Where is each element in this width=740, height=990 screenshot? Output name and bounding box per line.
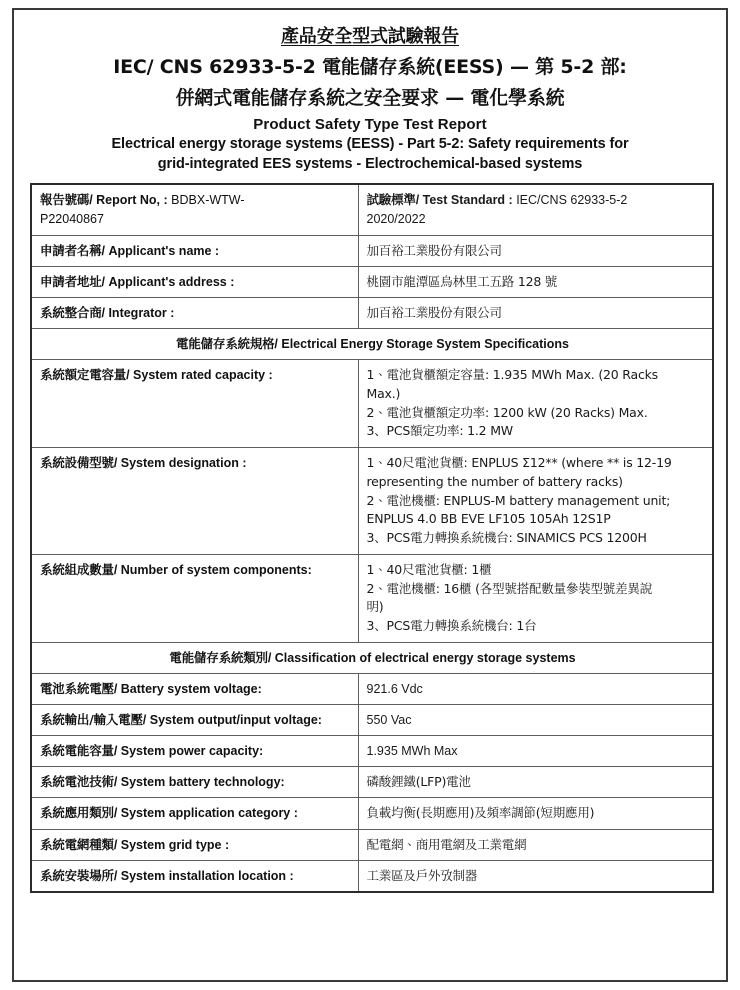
system-power-capacity-label-cjk: 系統電能容量 — [40, 743, 114, 759]
test-standard-value-line1: IEC/CNS 62933-5-2 — [516, 193, 628, 208]
system-installation-location-label-cjk: 系統安裝場所 — [40, 867, 114, 883]
applicant-address-label-cjk: 申請者地址 — [40, 273, 102, 289]
system-components-line-1: 1、40尺電池貨櫃: 1櫃 — [366, 561, 492, 577]
system-power-capacity-label-en: / System power capacity: — [113, 744, 264, 759]
cell-applicant-address-value: 桃園市龍潭區烏林里工五路 128 號 — [358, 266, 713, 297]
rated-capacity-line-3: 2、電池貨櫃額定功率: 1200 kW (20 Racks) Max. — [366, 404, 648, 420]
report-no-value-line2: P22040867 — [40, 211, 104, 226]
report-no-label-cjk: 報告號碼 — [40, 192, 90, 208]
table-row-battery-system-voltage — [31, 673, 713, 704]
title-cjk-primary: 產品安全型式試驗報告 — [281, 26, 459, 47]
system-installation-location-label-en: / System installation location : — [113, 868, 294, 883]
integrator-label-cjk: 系統整合商 — [40, 304, 102, 320]
table-row-integrator — [31, 297, 713, 328]
title-standard-line: IEC/ CNS 62933-5-2 電能儲存系統(EESS) — 第 5-2 部: — [113, 56, 627, 79]
system-designation-line-4: ENPLUS 4.0 BB EVE LF105 105Ah 12S1P — [366, 511, 611, 527]
system-application-category-label-cjk: 系統應用類別 — [40, 805, 114, 821]
system-designation-label-en: / System designation : — [113, 456, 247, 471]
system-designation-line-1: 1、40尺電池貨櫃: ENPLUS Σ12** (where ** is 12-19 — [366, 455, 672, 471]
cell-integrator-value: 加百裕工業股份有限公司 — [358, 297, 713, 328]
section-heading-classification — [31, 642, 713, 673]
section-specs-heading-cjk: 電能儲存系統規格 — [176, 335, 275, 351]
cell-system-grid-type-value: 配電網、商用電網及工業電網 — [358, 829, 713, 860]
cell-system-application-category-value: 負載均衡(長期應用)及頻率調節(短期應用) — [358, 798, 713, 829]
cell-system-power-capacity-label — [31, 736, 358, 767]
system-components-line-3: 明) — [366, 599, 384, 615]
title-english-sub-line-2: grid-integrated EES systems - Electrochemical-based systems — [157, 156, 583, 173]
cell-system-io-voltage-value: 550 Vac — [358, 705, 713, 736]
table-row-system-components — [31, 554, 713, 642]
document-page — [12, 8, 728, 982]
system-io-voltage-label-en: / System output/input voltage: — [142, 713, 322, 728]
cell-system-io-voltage-label — [31, 705, 358, 736]
report-no-value-line1: BDBX-WTW- — [171, 193, 245, 208]
cell-system-installation-location-value: 工業區及戶外攷制器 — [358, 860, 713, 892]
system-components-line-4: 3、PCS電力轉換系統機台: 1台 — [366, 618, 537, 634]
title-scope-line: 併網式電能儲存系統之安全要求 — 電化學系統 — [175, 86, 565, 109]
system-grid-type-label-cjk: 系統電網種類 — [40, 836, 114, 852]
table-row-system-battery-technology — [31, 767, 713, 798]
table-row-applicant-name — [31, 235, 713, 266]
section-classification-heading-en: / Classification of electrical energy storage systems — [267, 650, 576, 665]
section-heading-specifications — [31, 328, 713, 359]
test-standard-label-en: / Test Standard : — [415, 193, 513, 208]
cell-battery-system-voltage-label — [31, 673, 358, 704]
battery-system-voltage-label-cjk: 電池系統電壓 — [40, 680, 114, 696]
system-grid-type-label-en: / System grid type : — [113, 837, 230, 852]
applicant-address-label-en: / Applicant's address : — [101, 274, 235, 289]
cell-applicant-name-value: 加百裕工業股份有限公司 — [358, 235, 713, 266]
system-designation-label-cjk: 系統設備型號 — [40, 455, 114, 471]
system-designation-line-2: representing the number of battery racks) — [366, 473, 623, 489]
report-no-label-en: / Report No, : — [89, 193, 168, 208]
table-row-system-installation-location — [31, 860, 713, 892]
table-row-system-power-capacity — [31, 736, 713, 767]
system-designation-line-3: 2、電池機櫃: ENPLUS-M battery management unit; — [366, 492, 671, 508]
section-classification-heading-cjk: 電能儲存系統類別 — [169, 649, 268, 665]
title-english-sub-line-1: Electrical energy storage systems (EESS) - Part 5-2: Safety requirements for — [111, 136, 629, 153]
system-components-label-en: / Number of system components: — [113, 562, 312, 577]
table-row-rated-capacity — [31, 360, 713, 448]
cell-applicant-name-label — [31, 235, 358, 266]
system-io-voltage-label-cjk: 系統輸出/輸入電壓 — [40, 712, 143, 728]
table-row-section-classification — [31, 642, 713, 673]
table-row-report-no — [31, 184, 713, 235]
cell-system-designation-value — [358, 448, 713, 555]
applicant-name-label-en: / Applicant's name : — [101, 243, 220, 258]
rated-capacity-line-1: 1、電池貨櫃額定容量: 1.935 MWh Max. (20 Racks — [366, 367, 658, 383]
cell-system-installation-location-label — [31, 860, 358, 892]
rated-capacity-label-en: / System rated capacity : — [126, 368, 273, 383]
applicant-name-label-cjk: 申請者名稱 — [40, 242, 102, 258]
report-details-table — [30, 183, 714, 893]
table-row-system-application-category — [31, 798, 713, 829]
title-english-primary: Product Safety Type Test Report — [253, 116, 487, 134]
cell-rated-capacity-value — [358, 360, 713, 448]
cell-system-application-category-label — [31, 798, 358, 829]
system-battery-technology-label-en: / System battery technology: — [113, 775, 285, 790]
rated-capacity-line-2: Max.) — [366, 385, 401, 401]
document-title-block — [30, 24, 710, 174]
cell-system-designation-label — [31, 448, 358, 555]
integrator-label-en: / Integrator : — [101, 305, 175, 320]
rated-capacity-label-cjk: 系統額定電容量 — [40, 367, 127, 383]
system-components-line-2: 2、電池機櫃: 16櫃 (各型號搭配數量參裝型號差異說 — [366, 580, 652, 596]
rated-capacity-line-4: 3、PCS額定功率: 1.2 MW — [366, 423, 513, 439]
table-row-applicant-address — [31, 266, 713, 297]
table-row-system-grid-type — [31, 829, 713, 860]
cell-system-power-capacity-value: 1.935 MWh Max — [358, 736, 713, 767]
table-row-system-designation — [31, 448, 713, 555]
test-standard-label-cjk: 試驗標準 — [366, 192, 416, 208]
cell-system-grid-type-label — [31, 829, 358, 860]
system-application-category-label-en: / System application category : — [113, 806, 298, 821]
battery-system-voltage-label-en: / Battery system voltage: — [113, 681, 262, 696]
system-components-label-cjk: 系統組成數量 — [40, 561, 114, 577]
cell-rated-capacity-label — [31, 360, 358, 448]
cell-system-battery-technology-label — [31, 767, 358, 798]
cell-report-no — [31, 184, 358, 235]
system-battery-technology-label-cjk: 系統電池技術 — [40, 774, 114, 790]
cell-system-components-value — [358, 554, 713, 642]
cell-applicant-address-label — [31, 266, 358, 297]
cell-system-battery-technology-value: 磷酸鋰鐵(LFP)電池 — [358, 767, 713, 798]
test-standard-value-line2: 2020/2022 — [366, 211, 426, 226]
section-specs-heading-en: / Electrical Energy Storage System Specifications — [274, 336, 569, 351]
cell-test-standard — [358, 184, 713, 235]
table-row-section-specifications — [31, 328, 713, 359]
cell-integrator-label — [31, 297, 358, 328]
cell-battery-system-voltage-value: 921.6 Vdc — [358, 673, 713, 704]
system-designation-line-5: 3、PCS電力轉換系統機台: SINAMICS PCS 1200H — [366, 530, 647, 546]
table-row-system-io-voltage — [31, 705, 713, 736]
cell-system-components-label — [31, 554, 358, 642]
